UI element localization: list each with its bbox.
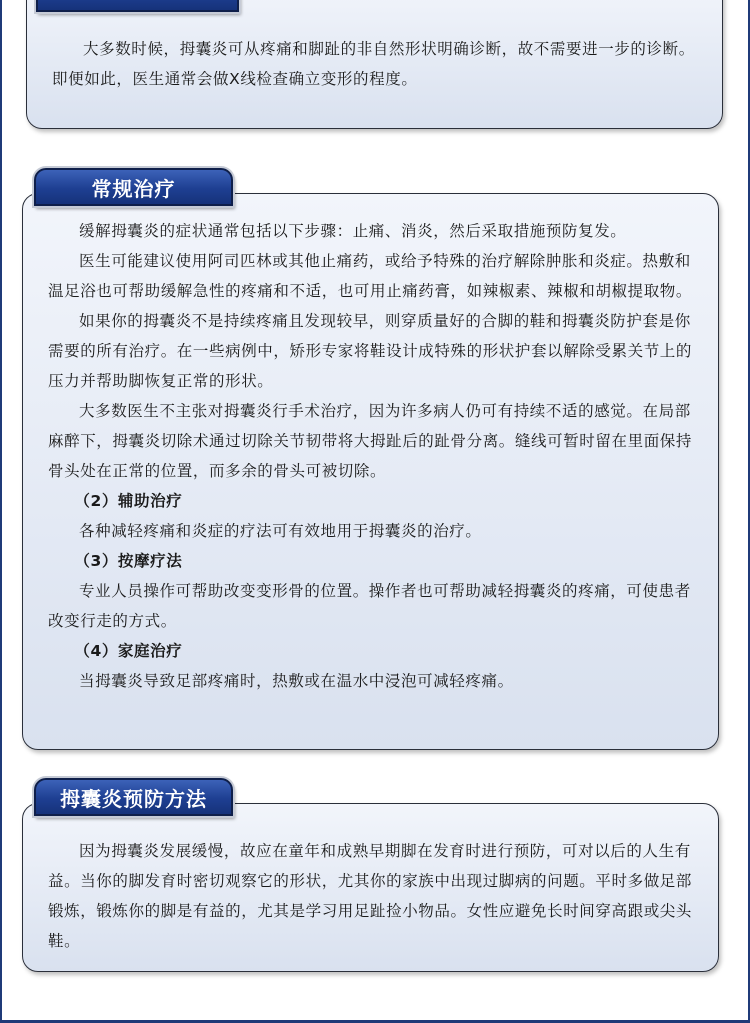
treatment-paragraph-2: 医生可能建议使用阿司匹林或其他止痛药，或给予特殊的治疗解除肿胀和炎症。热敷和温足浴也可帮助缓解急性的疼痛和不适，也可用止痛药膏，如辣椒素、辣椒和胡椒提取物。 (48, 252, 693, 300)
prevention-title: 拇囊炎预防方法 (34, 778, 233, 816)
treatment-paragraph-3: 如果你的拇囊炎不是持续疼痛且发现较早，则穿质量好的合脚的鞋和拇囊炎防护套是你需要的所有治疗。在一些病例中，矫形专家将鞋设计成特殊的形状护套以解除受累关节上的压力并帮助脚恢复正常的形状。 (48, 312, 693, 390)
diagnosis-text (52, 34, 700, 94)
diagnosis-tab (36, 0, 239, 12)
adjunct-text: 各种减轻疼痛和炎症的疗法可有效地用于拇囊炎的治疗。 (79, 522, 482, 540)
home-text: 当拇囊炎导致足部疼痛时，热敷或在温水中浸泡可减轻疼痛。 (79, 672, 514, 690)
subheading-home: （4）家庭治疗 (74, 642, 183, 660)
subheading-massage: （3）按摩疗法 (74, 552, 183, 570)
subheading-adjunct: （2）辅助治疗 (74, 492, 183, 510)
treatment-text (48, 216, 698, 696)
prevention-text (48, 836, 698, 956)
treatment-paragraph-4: 大多数医生不主张对拇囊炎行手术治疗，因为许多病人仍可有持续不适的感觉。在局部麻醉下，拇囊炎切除术通过切除关节韧带将大拇趾后的趾骨分离。缝线可暂时留在里面保持骨头处在正常的位置，而多余的骨头可被切除。 (48, 402, 693, 480)
diagnosis-paragraph: 大多数时候，拇囊炎可从疼痛和脚趾的非自然形状明确诊断，故不需要进一步的诊断。即便如此，医生通常会做X线检查确立变形的程度。 (52, 40, 695, 88)
treatment-title: 常规治疗 (34, 168, 233, 206)
prevention-paragraph: 因为拇囊炎发展缓慢，故应在童年和成熟早期脚在发育时进行预防，可对以后的人生有益。当你的脚发育时密切观察它的形状，尤其你的家族中出现过脚病的问题。平时多做足部锻炼，锻炼你的脚是有益的，尤其是学习用足趾捡小物品。女性应避免长时间穿高跟或尖头鞋。 (48, 842, 693, 950)
treatment-paragraph-1: 缓解拇囊炎的症状通常包括以下步骤：止痛、消炎，然后采取措施预防复发。 (79, 222, 627, 240)
massage-text: 专业人员操作可帮助改变变形骨的位置。操作者也可帮助减轻拇囊炎的疼痛，可使患者改变行走的方式。 (48, 582, 691, 630)
